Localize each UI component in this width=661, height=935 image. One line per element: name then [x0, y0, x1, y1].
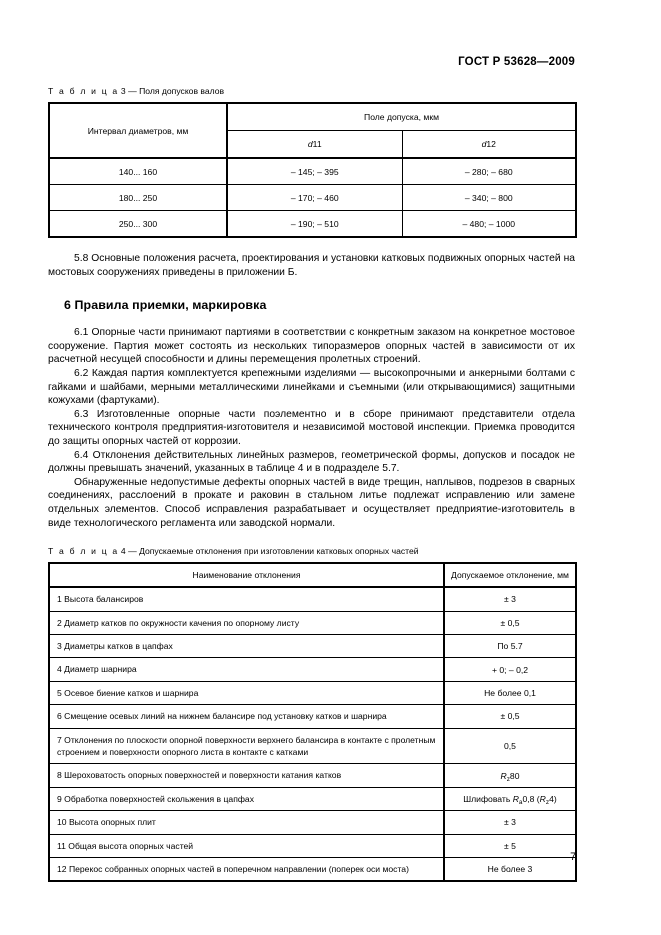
table3-caption-word: Т а б л и ц а: [48, 86, 119, 96]
table4-cell-value: ± 0,5: [444, 611, 576, 634]
table4-caption: [48, 546, 575, 556]
table4-cell-name: 8 Шероховатость опорных поверхностей и поверхности катания катков: [49, 764, 444, 787]
paragraph-6-2: 6.2 Каждая партия комплектуется крепежными изделиями — высокопрочными и анкерными болтами с гайками и шайбами, мерными металлическими линейками и съемными (или открывающимися) защитными кожухами (фартуками).: [48, 367, 575, 407]
table-row: [49, 728, 576, 764]
table-row: [49, 705, 576, 728]
table4-cell-name: 12 Перекос собранных опорных частей в поперечном направлении (поперек оси моста): [49, 857, 444, 881]
table3-header-d11: d11: [227, 131, 402, 159]
table3-cell-d11: – 190; – 510: [227, 211, 402, 238]
paragraph-defects: Обнаруженные недопустимые дефекты опорных частей в виде трещин, наплывов, подрезов в сварных соединениях, расслоений в прокате и раковин в стальном литье подлежат исправлению или замене отдельных элементов. Способ исправления разрабатывает и осуществляет предприятие-изготовитель в виде технологического регламента или заводской нормали.: [48, 476, 575, 529]
table4-cell-value: + 0; – 0,2: [444, 658, 576, 681]
table4-cell-value: ± 5: [444, 834, 576, 857]
page-number: 7: [570, 851, 576, 863]
table3-caption-number: 3: [120, 86, 126, 96]
table4-cell-name: 4 Диаметр шарнира: [49, 658, 444, 681]
table-row: [49, 681, 576, 704]
table3-cell-d11: – 170; – 460: [227, 185, 402, 211]
table4-cell-value: $R_z80$: [444, 764, 576, 787]
paragraph-5-8: 5.8 Основные положения расчета, проектирования и установки катковых подвижных опорных частей на мостовых сооружениях приведены в приложении Б.: [48, 253, 575, 278]
table4-cell-value: Не более 0,1: [444, 681, 576, 704]
table4-cell-name: 10 Высота опорных плит: [49, 811, 444, 834]
table4-cell-name: 7 Отклонения по плоскости опорной поверхности верхнего балансира в контакте с пролетным строением и поверхности опорного листа в контакте с катками: [49, 728, 444, 764]
table4-header-value: Допускаемое отклонение, мм: [444, 563, 576, 587]
table3-cell-interval: 140... 160: [49, 158, 227, 185]
table4-cell-value: По 5.7: [444, 634, 576, 657]
page-content: [48, 86, 575, 882]
table3-header-d12: d12: [402, 131, 576, 159]
table4-cell-name: 5 Осевое биение катков и шарнира: [49, 681, 444, 704]
table4-cell-value: ± 0,5: [444, 705, 576, 728]
table4-cell-value: 0,5: [444, 728, 576, 764]
table3-header-interval: Интервал диаметров, мм: [49, 103, 227, 158]
section-heading-6: 6 Правила приемки, маркировка: [64, 298, 267, 313]
table3-header-row-1: [49, 103, 576, 131]
table4-header-row: [49, 563, 576, 587]
table-row: [49, 634, 576, 657]
table-row: [49, 658, 576, 681]
table4-cell-value: Шлифовать $R_a0,8$ $(R_z4)$: [444, 787, 576, 810]
table3-caption-title: Поля допусков валов: [139, 86, 225, 96]
table4-cell-value: Не более 3: [444, 857, 576, 881]
table4-header-name: Наименование отклонения: [49, 563, 444, 587]
table4-cell-value: ± 3: [444, 811, 576, 834]
table3-cell-d12: – 340; – 800: [402, 185, 576, 211]
table4-cell-name: 9 Обработка поверхностей скольжения в цапфах: [49, 787, 444, 810]
table3-cell-d12: – 480; – 1000: [402, 211, 576, 238]
table4-cell-name: 3 Диаметры катков в цапфах: [49, 634, 444, 657]
table-row: [49, 158, 576, 185]
paragraph-6-4: 6.4 Отклонения действительных линейных размеров, геометрической формы, допусков и посадок не должны превышать значений, указанных в таблице 4 и в подразделе 5.7.: [48, 449, 575, 475]
table-row: [49, 857, 576, 881]
table4-caption-number: 4: [120, 546, 126, 557]
running-head-standard-id: ГОСТ Р 53628—2009: [458, 56, 575, 68]
table3-cell-d12: – 280; – 680: [402, 158, 576, 185]
table4-caption-word: Т а б л и ц а: [48, 546, 119, 557]
table4-cell-name: 11 Общая высота опорных частей: [49, 834, 444, 857]
table3-caption-dash: —: [128, 86, 137, 96]
table4-cell-name: 1 Высота балансиров: [49, 587, 444, 611]
table-row: [49, 834, 576, 857]
table-row: [49, 211, 576, 238]
table-row: [49, 811, 576, 834]
table4-cell-value: ± 3: [444, 587, 576, 611]
table-3-shaft-tolerance-fields: [48, 102, 577, 238]
table-row: [49, 611, 576, 634]
table3-cell-interval: 250... 300: [49, 211, 227, 238]
table-row: [49, 764, 576, 787]
table4-caption-title: Допускаемые отклонения при изготовлении катковых опорных частей: [139, 546, 419, 557]
table3-caption: [48, 86, 575, 96]
table-row: [49, 587, 576, 611]
table-4-permissible-deviations: [48, 562, 577, 882]
table3-cell-interval: 180... 250: [49, 185, 227, 211]
table4-cell-name: 2 Диаметр катков по окружности качения по опорному листу: [49, 611, 444, 634]
table4-caption-dash: —: [128, 546, 137, 557]
table-row: [49, 787, 576, 810]
paragraph-6-1: 6.1 Опорные части принимают партиями в соответствии с конкретным заказом на конкретное мостовое сооружение. Партия может состоять из нескольких типоразмеров опорных частей в зависимости от их расчетной несущей способности и длины перемещения пролетных строений.: [48, 327, 575, 366]
table3-header-tolerance-group: Поле допуска, мкм: [227, 103, 576, 131]
table3-cell-d11: – 145; – 395: [227, 158, 402, 185]
table4-cell-name: 6 Смещение осевых линий на нижнем балансире под установку катков и шарнира: [49, 705, 444, 728]
table-row: [49, 185, 576, 211]
paragraph-6-3: 6.3 Изготовленные опорные части поэлементно и в сборе принимают представители отдела технического контроля предприятия-изготовителя и независимой мостовой инспекции. Приемка проводится до защиты опорных частей от коррозии.: [48, 408, 575, 447]
